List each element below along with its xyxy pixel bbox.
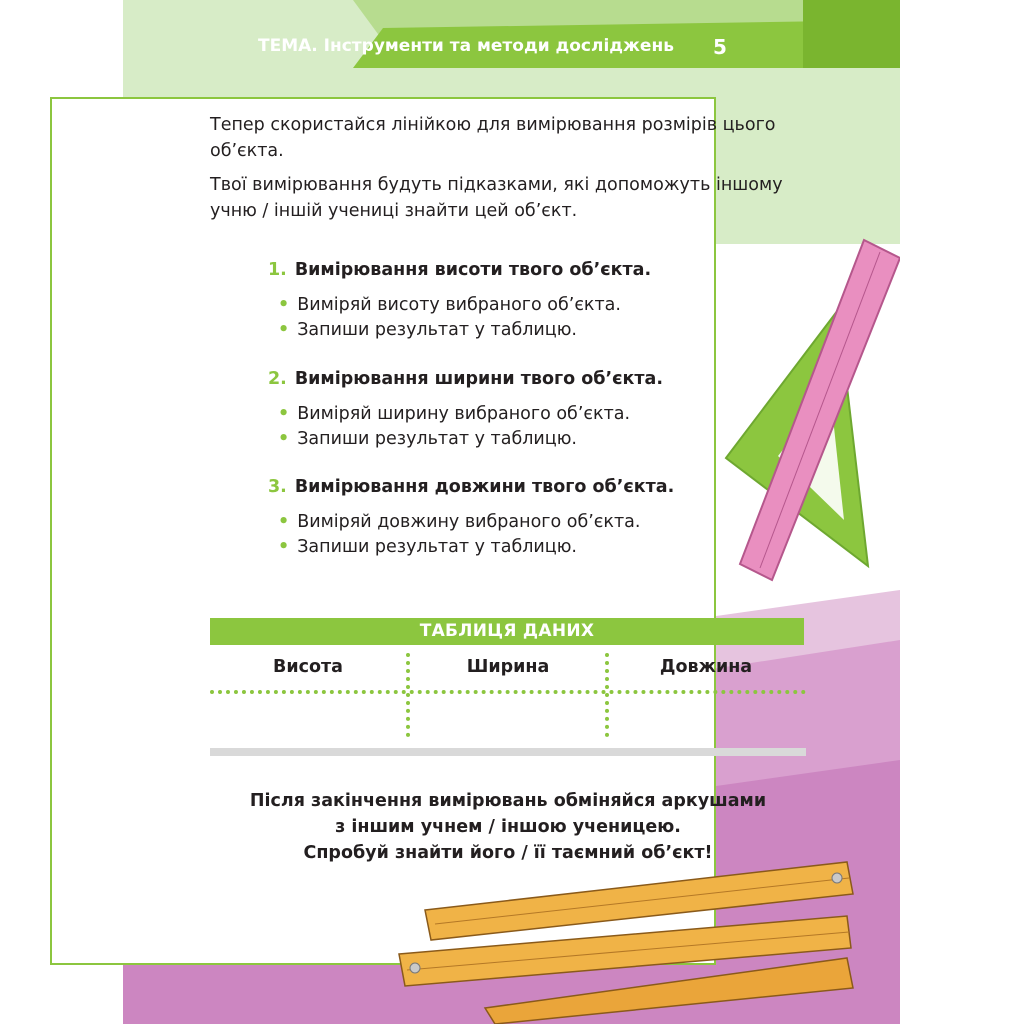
intro-paragraph-2: Твої вимірювання будуть підказками, які допоможуть іншому учню / іншій учениці знайти цей об’єкт.: [210, 175, 783, 221]
step-3-bullet-2: [278, 537, 577, 557]
bullet-dot-icon: •: [278, 429, 290, 449]
step-2-bullet-1: [278, 404, 630, 424]
step-2-text: Вимірювання ширини твого об’єкта.: [294, 369, 663, 389]
step-1-bullet-1: [278, 295, 621, 315]
intro-paragraph-1: Тепер скористайся лінійкою для вимірювання розмірів цього об’єкта.: [210, 115, 776, 161]
step-3-number: 3.: [268, 477, 287, 497]
bullet-dot-icon: •: [278, 537, 290, 557]
bullet-text: Виміряй висоту вибраного об’єкта.: [297, 295, 621, 315]
table-bottom-rule: [210, 748, 806, 756]
step-3-title: [268, 477, 674, 497]
step-3-text: Вимірювання довжини твого об’єкта.: [294, 477, 675, 497]
step-1-bullet-2: [278, 320, 577, 340]
folding-ruler-icon: [399, 862, 853, 1024]
bullet-text: Виміряй ширину вибраного об’єкта.: [297, 404, 631, 424]
bullet-dot-icon: •: [278, 295, 290, 315]
step-2-number: 2.: [268, 369, 287, 389]
topic-title: ТЕМА. Інструменти та методи досліджень: [258, 36, 674, 56]
bullet-text: Запиши результат у таблицю.: [297, 429, 577, 449]
step-2-title: [268, 369, 663, 389]
table-dotted-divider: [210, 690, 806, 694]
column-width-header: Ширина: [466, 657, 550, 677]
column-length-header: Довжина: [659, 657, 753, 677]
final-line-1: Після закінчення вимірювань обміняйся аркушами: [249, 791, 767, 811]
bullet-text: Виміряй довжину вибраного об’єкта.: [297, 512, 641, 532]
step-1-number: 1.: [268, 260, 287, 280]
bullet-dot-icon: •: [278, 404, 290, 424]
step-1-text: Вимірювання висоти твого об’єкта.: [294, 260, 652, 280]
step-1-title: [268, 260, 651, 280]
final-instructions: [210, 788, 806, 866]
step-3-bullet-1: [278, 512, 640, 532]
table-column-divider: [406, 653, 410, 737]
step-2-bullet-2: [278, 429, 577, 449]
bullet-dot-icon: •: [278, 320, 290, 340]
bullet-text: Запиши результат у таблицю.: [297, 320, 577, 340]
page-number: 5: [713, 35, 727, 59]
bullet-dot-icon: •: [278, 512, 290, 532]
final-line-3: Спробуй знайти його / її таємний об’єкт!: [303, 843, 713, 863]
rulers-illustration: [720, 230, 900, 600]
folding-ruler-illustration: [395, 858, 855, 1024]
column-height-header: Висота: [273, 657, 343, 677]
data-table-title: ТАБЛИЦЯ ДАНИХ: [210, 618, 804, 645]
table-column-divider: [605, 653, 609, 737]
final-line-2: з іншим учнем / іншою ученицею.: [335, 817, 681, 837]
bullet-text: Запиши результат у таблицю.: [297, 537, 577, 557]
